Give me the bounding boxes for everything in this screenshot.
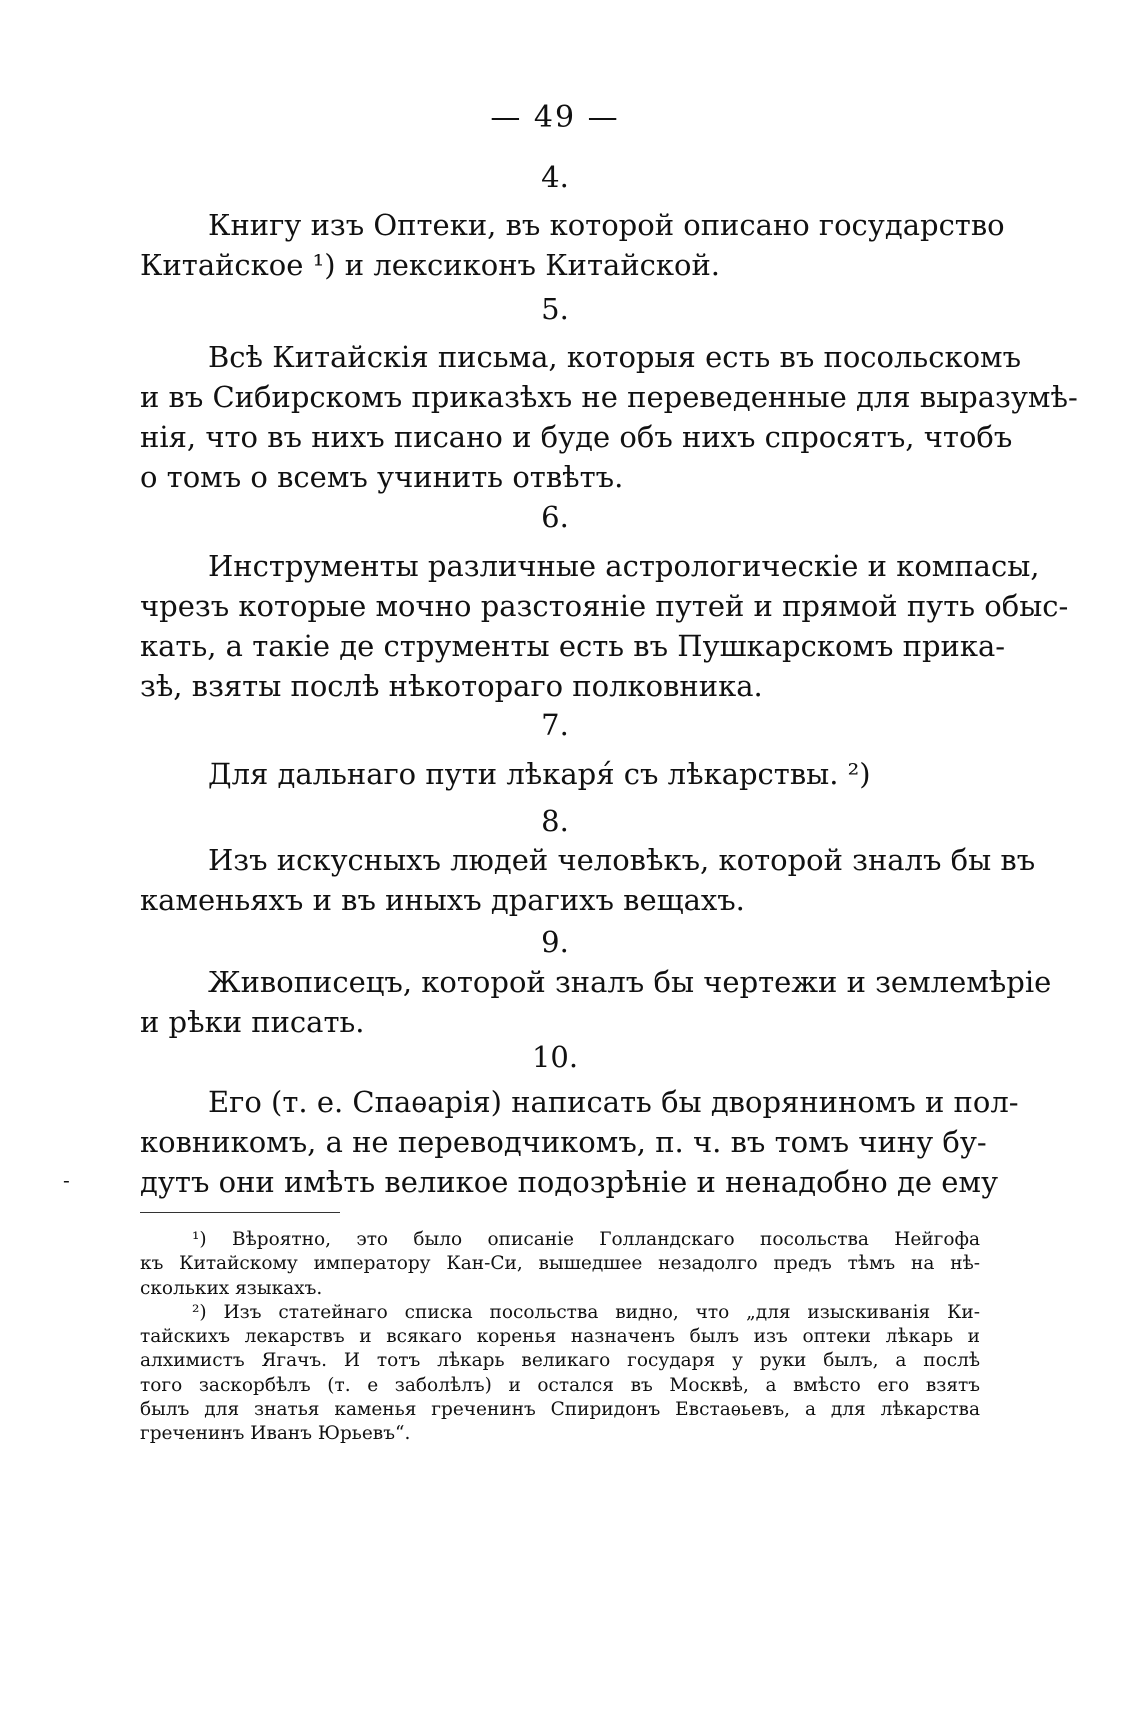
- section-number-8: 8.: [541, 804, 569, 838]
- footnote-line: тайскихъ лекарствъ и всякаго коренья назначенъ былъ изъ оптеки лѣкарь и: [140, 1326, 980, 1348]
- section-number-4: 4.: [541, 160, 569, 194]
- footnote-line: греченинъ Иванъ Юрьевъ“.: [140, 1423, 411, 1445]
- text-line: кать, а такіе де струменты есть въ Пушкарскомъ прика-: [140, 629, 1006, 663]
- section-9-text: [140, 962, 1052, 1042]
- section-10-text: [140, 1082, 1019, 1202]
- footnote-divider: [140, 1212, 340, 1213]
- section-number-5: 5.: [541, 292, 569, 326]
- footnote-line: алхимистъ Ягачъ. И тотъ лѣкарь великаго государя у руки былъ, а послѣ: [140, 1350, 980, 1372]
- footnote-line: былъ для знатья каменья греченинъ Спиридонъ Евстаѳьевъ, а для лѣкарства: [140, 1399, 980, 1421]
- section-number-6: 6.: [541, 500, 569, 534]
- text-line: дутъ они имѣть великое подозрѣніе и ненадобно де ему: [140, 1165, 999, 1199]
- section-6-text: [140, 546, 1069, 706]
- text-line: и въ Сибирскомъ приказѣхъ не переведенные для выразумѣ-: [140, 380, 1078, 414]
- footnote-line: ²) Изъ статейнаго списка посольства видно, что „для изыскиванія Ки-: [192, 1301, 980, 1323]
- text-line: и рѣки писать.: [140, 1005, 365, 1039]
- footnote-2: [140, 1301, 980, 1447]
- text-line: чрезъ которые мочно разстояніе путей и прямой путь обыс-: [140, 589, 1069, 623]
- footnote-line: ¹) Вѣроятно, это было описаніе Голландскаго посольства Нейгофа: [192, 1229, 980, 1250]
- page-number: — 49 —: [490, 100, 620, 135]
- margin-mark: -: [63, 1168, 70, 1192]
- text-line: Для дальнаго пути лѣкаря́ съ лѣкарствы. ²): [208, 757, 871, 791]
- text-line: Живописецъ, которой зналъ бы чертежи и землемѣріе: [208, 965, 1052, 999]
- text-line: ковникомъ, а не переводчикомъ, п. ч. въ томъ чину бу-: [140, 1125, 987, 1159]
- section-number-9: 9.: [541, 925, 569, 959]
- text-line: Всѣ Китайскія письма, которыя есть въ посольскомъ: [208, 340, 1022, 374]
- text-line: нія, что въ нихъ писано и буде объ нихъ спросятъ, чтобъ: [140, 420, 1013, 454]
- text-line: Изъ искусныхъ людей человѣкъ, которой зналъ бы въ: [208, 843, 1036, 877]
- section-5-text: [140, 337, 1078, 497]
- text-line: зѣ, взяты послѣ нѣкотораго полковника.: [140, 669, 763, 703]
- footnote-line: скольких языкахъ.: [140, 1277, 323, 1299]
- text-line: Китайское ¹) и лексиконъ Китайской.: [140, 248, 721, 282]
- footnotes: [140, 1228, 980, 1447]
- text-line: Его (т. е. Спаѳарія) написать бы дворяниномъ и пол-: [208, 1085, 1019, 1119]
- text-line: каменьяхъ и въ иныхъ драгихъ вещахъ.: [140, 883, 745, 917]
- footnote-line: того заскорбѣлъ (т. е заболѣлъ) и остался въ Москвѣ, а вмѣсто его взятъ: [140, 1374, 980, 1396]
- section-4-text: [140, 205, 1005, 285]
- text-line: о томъ о всемъ учинить отвѣтъ.: [140, 460, 624, 494]
- text-line: Книгу изъ Оптеки, въ которой описано государство: [208, 208, 1005, 242]
- text-line: Инструменты различные астрологическіе и компасы,: [208, 549, 1040, 583]
- footnote-line: къ Китайскому императору Кан-Си, вышедшее незадолго предъ тѣмъ на нѣ-: [140, 1253, 980, 1275]
- section-8-text: [140, 840, 1036, 920]
- section-number-7: 7.: [541, 708, 569, 742]
- section-number-10: 10.: [531, 1040, 579, 1074]
- footnote-1: [140, 1228, 980, 1301]
- section-7-text: [140, 754, 978, 794]
